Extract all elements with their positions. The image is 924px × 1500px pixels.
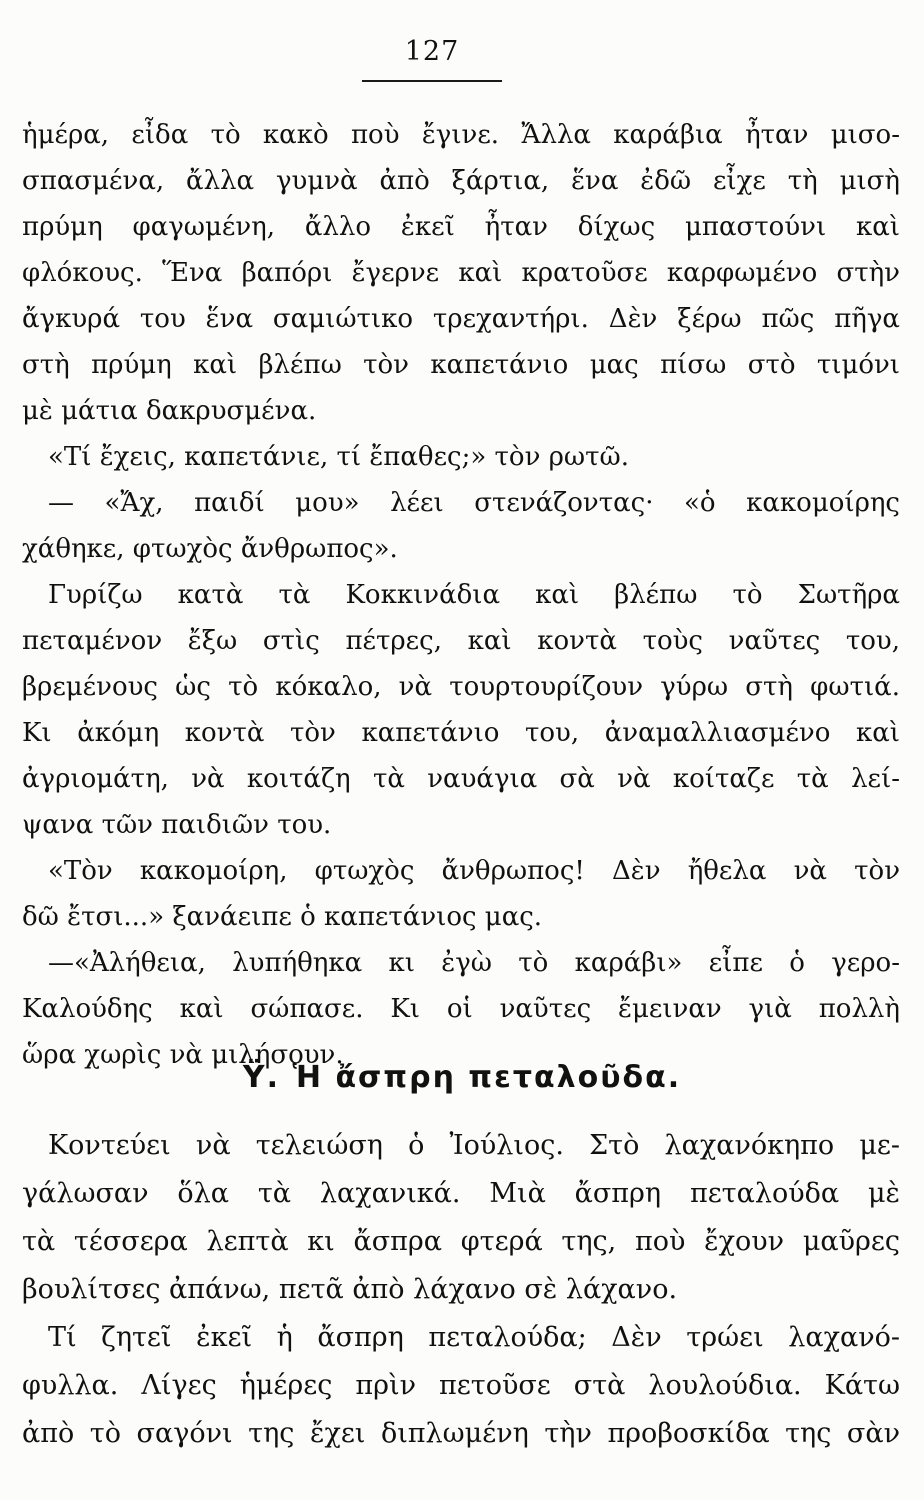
- text-line: πρύμη φαγωμένη, ἄλλο ἐκεῖ ἦταν δίχως μπαστούνι καὶ: [22, 212, 900, 242]
- text-line: φλόκους. Ἕνα βαπόρι ἔγερνε καὶ κρατοῦσε καρφωμένο στὴν: [22, 258, 900, 288]
- text-line: Καλούδης καὶ σώπασε. Κι οἱ ναῦτες ἔμειναν γιὰ πολλὴ: [22, 994, 900, 1024]
- text-line: βρεμένους ὡς τὸ κόκαλο, νὰ τουρτουρίζουν γύρω στὴ φωτιά.: [22, 672, 900, 702]
- text-line: ἀγριομάτη, νὰ κοιτάζη τὰ ναυάγια σὰ νὰ κοίταζε τὰ λεί-: [22, 764, 900, 794]
- text-line: ἡμέρα, εἶδα τὸ κακὸ ποὺ ἔγινε. Ἄλλα καράβια ἦταν μισο-: [22, 120, 900, 150]
- text-line: βουλίτσες ἀπάνω, πετᾶ ἀπὸ λάχανο σὲ λάχανο.: [22, 1274, 678, 1305]
- text-line: γάλωσαν ὅλα τὰ λαχανικά. Μιὰ ἄσπρη πεταλούδα μὲ: [22, 1178, 900, 1209]
- text-line: φυλλα. Λίγες ἡμέρες πρὶν πετοῦσε στὰ λουλούδια. Κάτω: [22, 1370, 900, 1401]
- text-line: ψανα τῶν παιδιῶν του.: [22, 810, 332, 840]
- text-line: Κοντεύει νὰ τελειώση ὁ Ἰούλιος. Στὸ λαχανόκηπο με-: [48, 1130, 900, 1161]
- text-line: Κι ἀκόμη κοντὰ τὸν καπετάνιο του, ἀναμαλλιασμένο καὶ: [22, 718, 900, 748]
- text-line: πεταμένον ἔξω στὶς πέτρες, καὶ κοντὰ τοὺς ναῦτες του,: [22, 626, 900, 656]
- top-text-block: [22, 112, 900, 1078]
- text-line: Τί ζητεῖ ἐκεῖ ἡ ἄσπρη πεταλούδα; Δὲν τρώει λαχανό-: [48, 1322, 900, 1353]
- bottom-text-block: [22, 1122, 900, 1458]
- text-line: χάθηκε, φτωχὸς ἄνθρωπος».: [22, 534, 398, 564]
- text-line: μὲ μάτια δακρυσμένα.: [22, 396, 317, 426]
- section-heading: Ϋ. Ἡ ἄσπρη πεταλοῦδα.: [242, 1060, 682, 1095]
- text-line: δῶ ἔτσι...» ξανάειπε ὁ καπετάνιος μας.: [22, 902, 543, 932]
- text-line: στὴ πρύμη καὶ βλέπω τὸν καπετάνιο μας πίσω στὸ τιμόνι: [22, 350, 900, 380]
- text-line: —«Ἀλήθεια, λυπήθηκα κι ἐγὼ τὸ καράβι» εἶπε ὁ γερο-: [48, 948, 900, 978]
- text-line: Γυρίζω κατὰ τὰ Κοκκινάδια καὶ βλέπω τὸ Σωτῆρα: [48, 580, 900, 610]
- text-line: τὰ τέσσερα λεπτὰ κι ἄσπρα φτερά της, ποὺ ἔχουν μαῦρες: [22, 1226, 900, 1257]
- text-line: «Τί ἔχεις, καπετάνιε, τί ἔπαθες;» τὸν ρωτῶ.: [48, 442, 629, 472]
- text-line: — «Ἄχ, παιδί μου» λέει στενάζοντας· «ὁ κακομοίρης: [48, 488, 900, 518]
- text-line: ἀπὸ τὸ σαγόνι της ἔχει διπλωμένη τὴν προβοσκίδα της σὰν: [22, 1418, 900, 1449]
- page-number-rule: [362, 80, 502, 82]
- page-number: 127: [404, 36, 460, 67]
- text-line: ἄγκυρά του ἕνα σαμιώτικο τρεχαντήρι. Δὲν ξέρω πῶς πῆγα: [22, 304, 900, 334]
- text-line: σπασμένα, ἄλλα γυμνὰ ἀπὸ ξάρτια, ἕνα ἐδῶ εἶχε τὴ μισὴ: [22, 166, 900, 196]
- text-line: «Τὸν κακομοίρη, φτωχὸς ἄνθρωπος! Δὲν ἤθελα νὰ τὸν: [48, 856, 900, 886]
- text-line: ὥρα χωρὶς νὰ μιλήσουν.: [22, 1040, 344, 1070]
